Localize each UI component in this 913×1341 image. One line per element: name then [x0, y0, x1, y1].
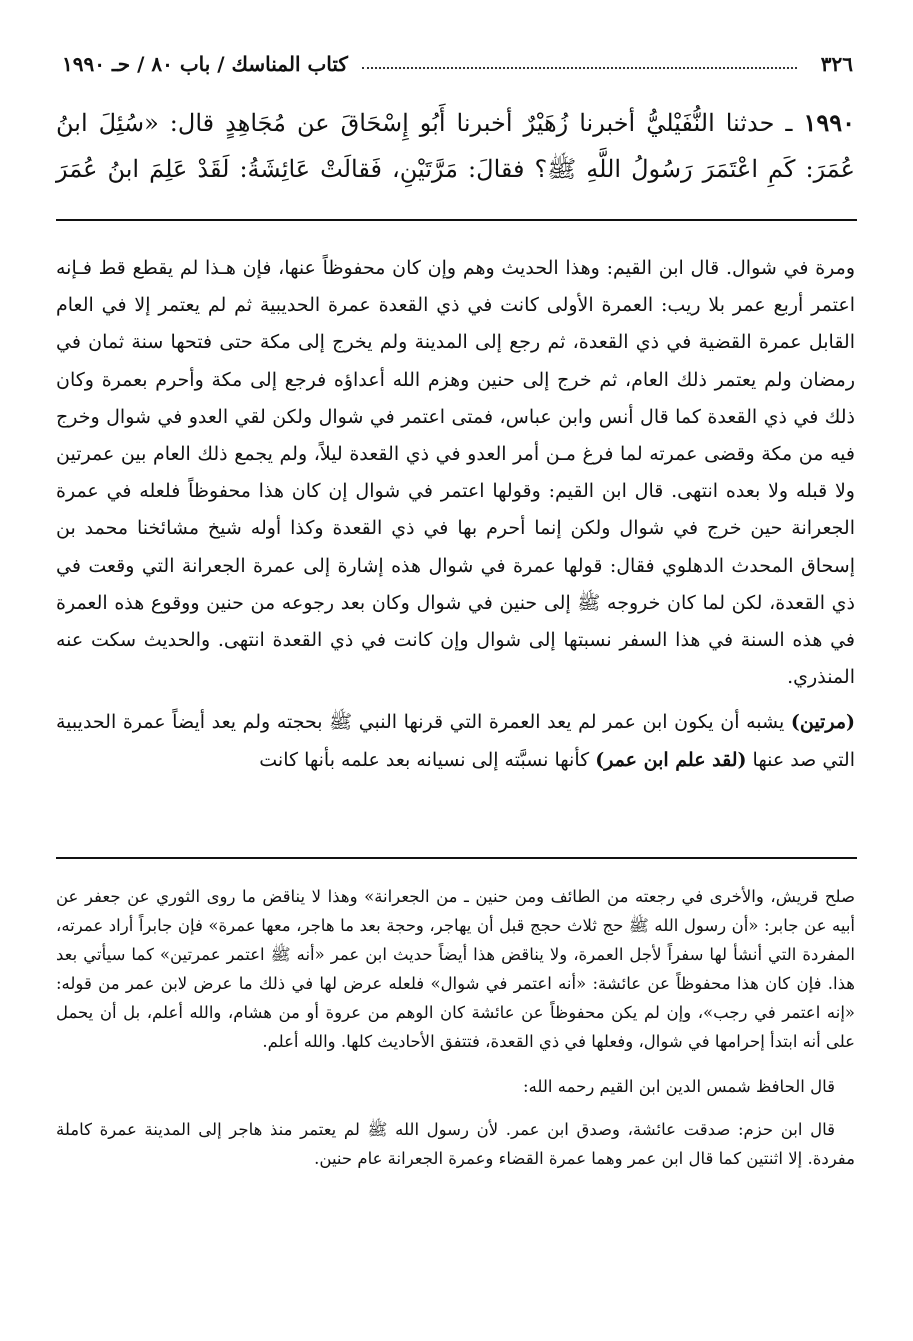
page-header — [62, 46, 853, 76]
running-title: كتاب المناسك / باب ٨٠ / حـ ١٩٩٠ — [62, 52, 348, 76]
commentary-paragraph — [56, 704, 855, 778]
commentary-text: كأنها نسبَّته إلى نسيانه بعد علمه بأنها كانت — [259, 748, 596, 771]
page-number: ٣٢٦ — [820, 52, 853, 76]
header-dotted-leader — [362, 67, 797, 69]
footnote-heading: قال الحافظ شمس الدين ابن القيم رحمه الله: — [523, 1077, 835, 1096]
hadith-text-block — [56, 100, 855, 192]
footnote-paragraph: صلح قريش، والأخرى في رجعته من الطائف ومن حنين ـ من الجعرانة» وهذا لا يناقض ما روى الثوري عن جعفر عن أبيه عن جابر: «أن رسول الله ﷺ حج ثلاث حجج قبل أن يهاجر، وحجة بعد ما هاجر، معها عمرة» فإن جابراً أراد عمرته، المفردة التي أنشأ لها سفراً لأجل العمرة، ولا يناقض هذا أيضاً حديث ابن عمر «أنه ﷺ اعتمر عمرتين» كما سيأتي بعد هذا. فإن كان هذا محفوظاً عن عائشة: «أنه اعتمر في شوال» فلعله عرض لها في ذلك ما عرض لابن عمر من قوله: «إنه اعتمر في رجب»، وإن لم يكن محفوظاً عن عائشة كان الوهم من عروة أو من هشام، والله أعلم، بل أن يحمل على أنه ابتدأ إحرامها في شوال، وفعلها في ذي القعدة، فتتفق الأحاديث كلها. والله أعلم. — [56, 887, 855, 1051]
hadith-text: ـ حدثنا النُّفَيْليُّ أخبرنا زُهَيْرٌ أخبرنا أَبُو إِسْحَاقَ عن مُجَاهِدٍ قال: «سُئِلَ ابنُ عُمَرَ: كَمِ اعْتَمَرَ رَسُولُ اللَّهِ ﷺ؟ فقالَ: مَرَّتَيْنِ، فَقالَتْ عَائِشَةُ: لَقَدْ عَلِمَ ابنُ عُمَرَ — [56, 109, 856, 183]
hadith-number: ١٩٩٠ — [803, 108, 855, 137]
divider-rule — [56, 219, 857, 221]
commentary-block — [56, 250, 855, 779]
divider-rule — [56, 857, 857, 859]
bold-term: (لقد علم ابن عمر) — [595, 748, 747, 771]
commentary-paragraph: ومرة في شوال. قال ابن القيم: وهذا الحديث وهم وإن كان محفوظاً عنها، فإن هـذا لم يقطع قط فـإنه اعتمر أربع عمر بلا ريب: العمرة الأولى كانت في ذي القعدة عمرة الحديبية ثم لم يعتمر إلا في العام القابل عمرة القضية في ذي القعدة، ثم رجع إلى المدينة ولم يخرج إلى مكة حتى فتحها سنة ثمان في رمضان ولم يعتمر ذلك العام، ثم خرج إلى حنين وهزم الله أعداؤه فرجع إلى مكة وأحرم بعمرة وكان ذلك في ذي القعدة كما قال أنس وابن عباس، فمتى اعتمر في شوال ولكن لقي العدو في شوال وخرج فيه من مكة وقضى عمرته لما فرغ مـن أمر العدو في ذي القعدة ليلاً، ولم يجمع ذلك العام بين عمرتين ولا قبله ولا بعده انتهى. قال ابن القيم: وقولها اعتمر في شوال إن كان هذا محفوظاً فلعله في عمرة الجعرانة حين خرج في شوال ولكن إنما أحرم بها في ذي القعدة وكذا أوله شيخ مشائخنا محمد بن إسحاق المحدث الدهلوي فقال: قولها عمرة في شوال هذه إشارة إلى عمرة الجعرانة التي وقعت في ذي القعدة، لكن لما كان خروجه ﷺ إلى حنين في شوال وكان بعد رجوعه من حنين ووقوع هذه العمرة في هذه السنة في هذا السفر نسبتها إلى شوال وإن كانت في ذي القعدة انتهى. والحديث سكت عنه المنذري. — [56, 257, 855, 689]
bold-term: (مرتين) — [790, 711, 855, 734]
commentary-text: يشبه أن يكون ابن عمر لم يعد العمرة التي قرنها النبي ﷺ بحجته ولم يعد أيضاً عمرة الحديبية التي صد عنها — [56, 711, 855, 771]
footnote-paragraph: قال ابن حزم: صدقت عائشة، وصدق ابن عمر. لأن رسول الله ﷺ لم يعتمر منذ هاجر إلى المدينة عمرة كاملة مفردة. إلا اثنتين كما قال ابن عمر وهما عمرة القضاء وعمرة الجعرانة عام حنين. — [56, 1120, 855, 1168]
footnote-block — [56, 882, 855, 1173]
